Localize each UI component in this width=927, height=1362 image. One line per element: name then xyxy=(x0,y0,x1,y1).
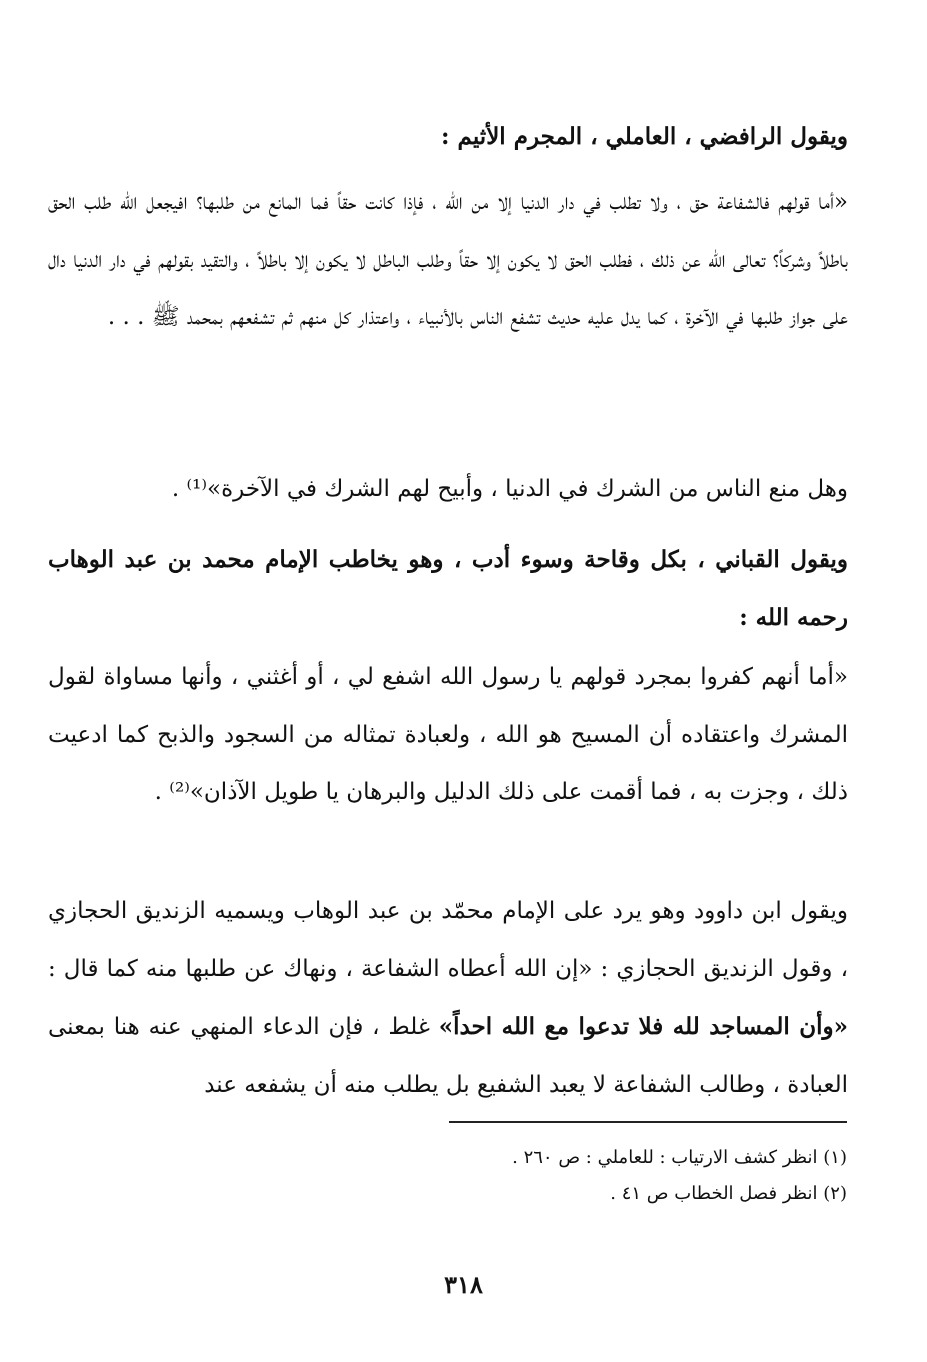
quran-verse: «وأن المساجد لله فلا تدعوا مع الله احداً» xyxy=(438,1013,848,1040)
footnote-divider xyxy=(449,1121,847,1123)
quote-amili: «أما قولهم فالشفاعة حق ، ولا تطلب في دار الدنيا إلا من الله ، فإذا كانت حقاً فما المانع من طلبها؟ افيجعل الله طلب الحق باطلاً وشركاً؟ تعالى الله عن ذلك ، فطلب الحق لا يكون إلا حقاً وطلب الباطل لا يكون إلا باطلاً ، والتقيد بقولهم في دار الدنيا دال على جواز طلبها في الآخرة ، كما يدل عليه حديث تشفع الناس بالأنبياء ، واعتذار كل منهم ثم تشفعهم بمحمد ﷺ . . . xyxy=(48,189,848,330)
section-heading-rafidi: ويقول الرافضي ، العاملي ، المجرم الأثيم : xyxy=(441,123,848,150)
section-heading-qabbani: ويقول القباني ، بكل وقاحة وسوء أدب ، وهو يخاطب الإمام محمد بن عبد الوهاب رحمه الله : xyxy=(48,546,848,631)
paragraph-ibn-dawood-start: ويقول ابن داوود وهو يرد على الإمام محمّد بن عبد الوهاب ويسميه الزنديق الحجازي ، وقول الزنديق الحجازي : «إن الله أعطاه الشفاعة ، ونهاك عن طلبها منه كما قال : xyxy=(48,898,848,982)
footnotes xyxy=(400,1140,847,1212)
paragraph-ibn-dawood-end: غلط ، فإن الدعاء المنهي عنه هنا بمعنى العبادة ، وطالب الشفاعة لا يعبد الشفيع بل يطلب منه أن يشفعه عند xyxy=(48,1014,848,1098)
footnote-1: (١) انظر كشف الارتياب : للعاملي : ص ٢٦٠ . xyxy=(512,1147,847,1168)
quote-qabbani: «أما أنهم كفروا بمجرد قولهم يا رسول الله اشفع لي ، أو أغثني ، وأنها مساواة لقول المشرك واعتقاده أن المسيح هو الله ، ولعبادة تمثاله من السجود والذبح كما ادعيت ذلك ، وجزت به ، فما أقمت على ذلك الدليل والبرهان يا طويل الآذان»⁽²⁾ . xyxy=(48,664,848,805)
page-number: ٣١٨ xyxy=(444,1270,483,1299)
paragraph-shirk-question: وهل منع الناس من الشرك في الدنيا ، وأبيح لهم الشرك في الآخرة»⁽¹⁾ . xyxy=(171,476,848,502)
footnote-2: (٢) انظر فصل الخطاب ص ٤١ . xyxy=(610,1183,847,1204)
paragraph-ibn-dawood xyxy=(48,883,888,1114)
